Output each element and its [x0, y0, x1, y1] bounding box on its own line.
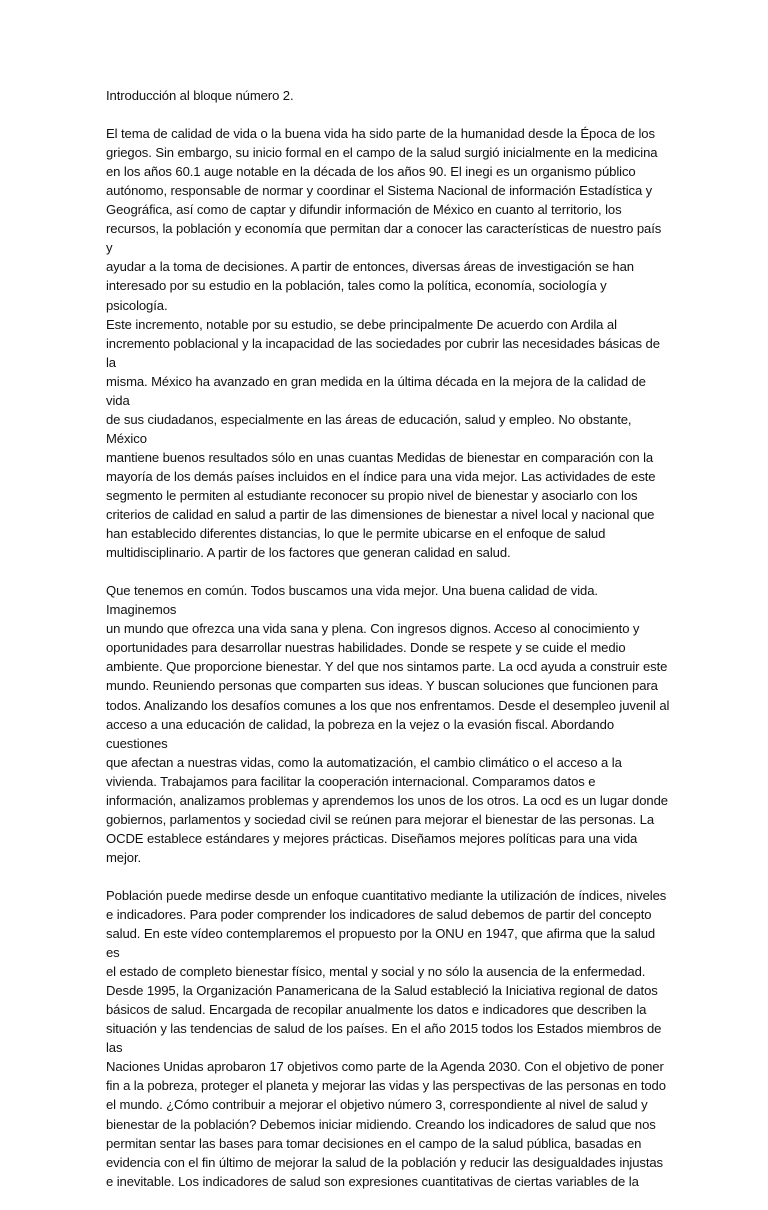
document-page — [106, 86, 670, 1210]
paragraph-calidad-de-vida: El tema de calidad de vida o la buena vida ha sido parte de la humanidad desde la Época de los griegos. Sin embargo, su inicio formal en el campo de la salud surgió inicialmente en la medicina en los años 60.1 auge notable en la década de los años 90. El inegi es un organismo público autónomo, responsable de normar y coordinar el Sistema Nacional de información Estadística y Geográfica, así como de captar y difundir información de México en cuanto al territorio, los recursos, la población y economía que permitan dar a conocer las características de nuestro país y ayudar a la toma de decisiones. A partir de entonces, diversas áreas de investigación se han interesado por su estudio en la población, tales como la política, economía, sociología y psicología. Este incremento, notable por su estudio, se debe principalmente De acuerdo con Ardila al incremento poblacional y la incapacidad de las sociedades por cubrir las necesidades básicas de la misma. México ha avanzado en gran medida en la última década en la mejora de la calidad de vida de sus ciudadanos, especialmente en las áreas de educación, salud y empleo. No obstante, México mantiene buenos resultados sólo en unas cuantas Medidas de bienestar en comparación con la mayoría de los demás países incluidos en el índice para una vida mejor. Las actividades de este segmento le permiten al estudiante reconocer su propio nivel de bienestar y asociarlo con los criterios de calidad en salud a partir de las dimensiones de bienestar a nivel local y nacional que han establecido diferentes distancias, lo que le permite ubicarse en el enfoque de salud multidisciplinario. A partir de los factores que generan calidad en salud. — [106, 126, 662, 561]
paragraph-indicadores-salud: Población puede medirse desde un enfoque cuantitativo mediante la utilización de índices, niveles e indicadores. Para poder comprender los indicadores de salud debemos de partir del concepto salud. En este vídeo contemplaremos el propuesto por la ONU en 1947, que afirma que la salud es el estado de completo bienestar físico, mental y social y no sólo la ausencia de la enfermedad. Desde 1995, la Organización Panamericana de la Salud estableció la Iniciativa regional de datos básicos de salud. Encargada de recopilar anualmente los datos e indicadores que describen la situación y las tendencias de salud de los países. En el año 2015 todos los Estados miembros de las Naciones Unidas aprobaron 17 objetivos como parte de la Agenda 2030. Con el objetivo de poner fin a la pobreza, proteger el planeta y mejorar las vidas y las perspectivas de las personas en todo el mundo. ¿Cómo contribuir a mejorar el objetivo número 3, correspondiente al nivel de salud y bienestar de la población? Debemos iniciar midiendo. Creando los indicadores de salud que nos permitan sentar las bases para tomar decisiones en el campo de la salud pública, basadas en evidencia con el fin último de mejorar la salud de la población y reducir las desigualdades injustas e inevitable. Los indicadores de salud son expresiones cuantitativas de ciertas variables de la — [106, 887, 667, 1189]
paragraph-vida-mejor: Que tenemos en común. Todos buscamos una vida mejor. Una buena calidad de vida. Imaginemos un mundo que ofrezca una vida sana y plena. Con ingresos dignos. Acceso al conocimiento y oportunidades para desarrollar nuestras habilidades. Donde se respete y se cuide el medio ambiente. Que proporcione bienestar. Y del que nos sintamos parte. La ocd ayuda a construir este mundo. Reuniendo personas que comparten sus ideas. Y buscan soluciones que funcionen para todos. Analizando los desafíos comunes a los que nos enfrentamos. Desde el desempleo juvenil al acceso a una educación de calidad, la pobreza en la vejez o la evasión fiscal. Abordando cuestiones que afectan a nuestras vidas, como la automatización, el cambio climático o el acceso a la vivienda. Trabajamos para facilitar la cooperación internacional. Comparamos datos e información, analizamos problemas y aprendemos los unos de los otros. La ocd es un lugar donde gobiernos, parlamentos y sociedad civil se reúnen para mejorar el bienestar de las personas. La OCDE establece estándares y mejores prácticas. Diseñamos mejores políticas para una vida mejor. — [106, 583, 670, 865]
document-heading: Introducción al bloque número 2. — [106, 88, 294, 103]
